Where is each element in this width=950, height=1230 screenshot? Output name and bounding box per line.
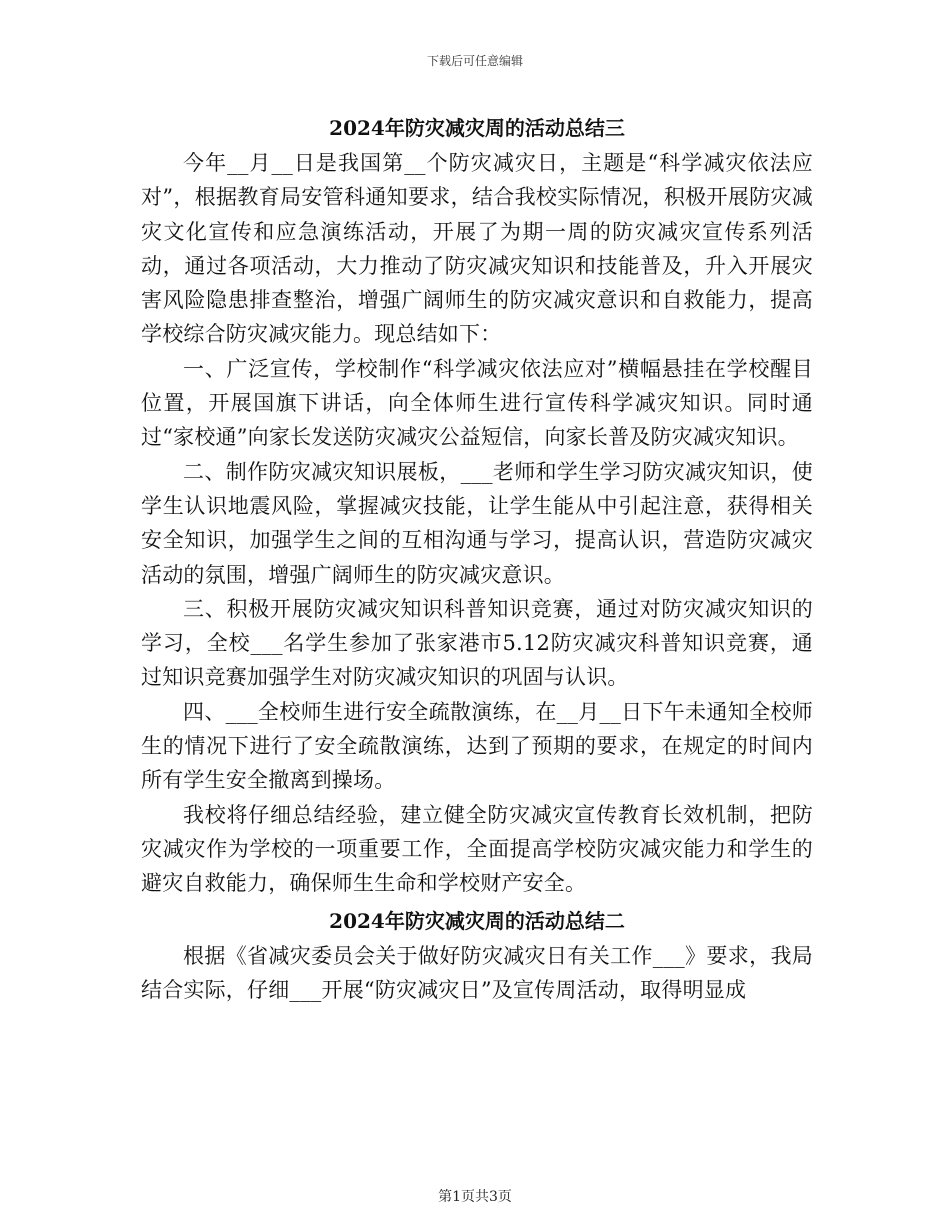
paragraph: 一、广泛宣传，学校制作“科学减灾依法应对”横幅悬挂在学校醒目位置，开展国旗下讲话，向全体师生进行宣传科学减灾知识。同时通过“家校通”向家长发送防灾减灾公益短信，向家长普及防灾减灾知识。: [141, 356, 813, 450]
page-footer-number: 第1页共3页: [438, 1189, 512, 1205]
paragraph: 今年__月__日是我国第__个防灾减灾日，主题是“科学减灾依法应对”，根据教育局安管科通知要求，结合我校实际情况，积极开展防灾减灾文化宣传和应急演练活动，开展了为期一周的防灾减灾宣传系列活动，通过各项活动，大力推动了防灾减灾知识和技能普及，升入开展灾害风险隐患排查整治，增强广阔师生的防灾减灾意识和自救能力，提高学校综合防灾减灾能力。现总结如下：: [141, 151, 813, 347]
page-header-note: 下载后可任意编辑: [426, 54, 523, 68]
paragraph: 四、___全校师生进行安全疏散演练，在__月__日下午未通知全校师生的情况下进行了安全疏散演练，达到了预期的要求，在规定的时间内所有学生安全撤离到操场。: [141, 699, 813, 793]
section-title: 2024年防灾减灾周的活动总结二: [329, 908, 625, 933]
paragraph: 根据《省减灾委员会关于做好防灾减灾日有关工作___》要求，我局结合实际，仔细___开展“防灾减灾日”及宣传周活动，取得明显成: [141, 943, 813, 1002]
paragraph: 三、积极开展防灾减灾知识科普知识竞赛，通过对防灾减灾知识的学习，全校___名学生参加了张家港市5.12防灾减灾科普知识竞赛，通过知识竞赛加强学生对防灾减灾知识的巩固与认识。: [141, 596, 813, 690]
section-title: 2024年防灾减灾周的活动总结三: [329, 116, 625, 140]
paragraph: 我校将仔细总结经验，建立健全防灾减灾宣传教育长效机制，把防灾减灾作为学校的一项重要工作，全面提高学校防灾减灾能力和学生的避灾自救能力，确保师生生命和学校财产安全。: [141, 802, 813, 896]
paragraph: 二、制作防灾减灾知识展板，___老师和学生学习防灾减灾知识，使学生认识地震风险，掌握减灾技能，让学生能从中引起注意，获得相关安全知识，加强学生之间的互相沟通与学习，提高认识，营造防灾减灾活动的氛围，增强广阔师生的防灾减灾意识。: [141, 459, 813, 587]
document-body: [141, 110, 813, 1007]
